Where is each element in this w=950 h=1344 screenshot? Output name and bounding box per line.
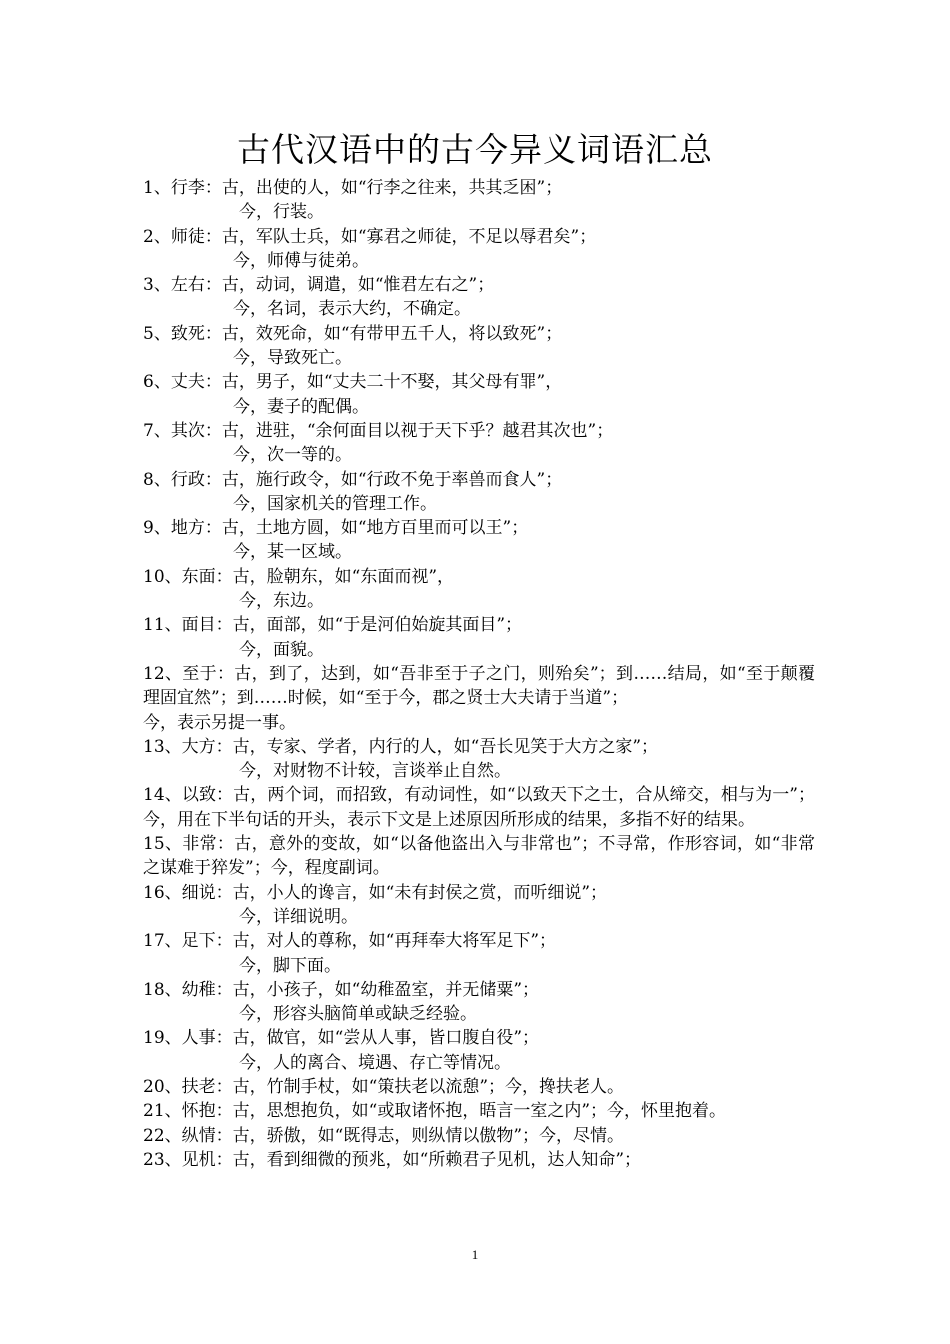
entry-paragraph: 15、非常：古，意外的变故，如“以备他盗出入与非常也”；不寻常，作形容词，如“非常之谋难于猝发”；今，程度副词。 [143, 834, 815, 879]
entry-line: 16、细说：古，小人的谗言，如“未有封侯之赏，而听细说”； [143, 882, 608, 903]
entry-line: 6、丈夫：古，男子，如“丈夫二十不娶，其父母有罪”， [143, 372, 563, 393]
document-body [143, 176, 815, 1172]
entry-line: 今，师傅与徒弟。 [233, 250, 369, 271]
entry-line: 今，对财物不计较，言谈举止自然。 [239, 761, 511, 782]
entry-line: 今，妻子的配偶。 [233, 396, 369, 417]
entry-line: 今，行装。 [239, 202, 324, 223]
entry-paragraph: 12、至于：古，到了，达到，如“吾非至于子之门，则殆矣”；到……结局，如“至于颠覆理固宜然”；到……时候，如“至于今，郡之贤士大夫请于当道”； [143, 663, 815, 709]
entry-line: 10、东面：古，脸朝东，如“东面而视”， [143, 566, 455, 587]
entry-line: 今，表示另提一事。 [143, 712, 296, 733]
page-number: 1 [471, 1247, 479, 1262]
entry-line: 11、面目：古，面部，如“于是河伯始旋其面目”； [143, 615, 523, 636]
entry-line: 9、地方：古，土地方圆，如“地方百里而可以王”； [143, 518, 529, 539]
entry-line: 今，形容头脑简单或缺乏经验。 [239, 1004, 477, 1025]
entry-line: 今，国家机关的管理工作。 [233, 493, 437, 514]
entry-line: 13、大方：古，专家、学者，内行的人，如“吾长见笑于大方之家”； [143, 736, 659, 757]
entry-line: 22、纵情：古，骄傲，如“既得志，则纵情以傲物”；今，尽情。 [143, 1125, 625, 1146]
entry-line: 今，次一等的。 [233, 445, 352, 466]
entry-line: 19、人事：古，做官，如“尝从人事，皆口腹自役”； [143, 1028, 540, 1049]
entry-line: 20、扶老：古，竹制手杖，如“策扶老以流憩”；今，搀扶老人。 [143, 1076, 625, 1097]
entry-line: 17、足下：古，对人的尊称，如“再拜奉大将军足下”； [143, 931, 557, 952]
entry-line: 2、师徒：古，军队士兵，如“寡君之师徒，不足以辱君矣”； [143, 226, 597, 247]
entry-line: 今，导致死亡。 [233, 348, 352, 369]
entry-line: 今，脚下面。 [239, 955, 341, 976]
entry-line: 7、其次：古，进驻，“余何面目以视于天下乎？越君其次也”； [143, 420, 614, 441]
entry-line: 今，名词，表示大约，不确定。 [233, 299, 471, 320]
entry-line: 23、见机：古，看到细微的预兆，如“所赖君子见机，达人知命”； [143, 1149, 642, 1170]
entry-line: 今，东边。 [239, 591, 324, 612]
entry-line: 21、怀抱：古，思想抱负，如“或取诸怀抱，晤言一室之内”；今，怀里抱着。 [143, 1101, 727, 1122]
entry-paragraph: 14、以致：古，两个词，而招致，有动词性，如“以致天下之士，合从缔交，相与为一”；今，用在下半句话的开头，表示下文是上述原因所形成的结果，多指不好的结果。 [143, 785, 815, 830]
entry-line: 18、幼稚：古，小孩子，如“幼稚盈室，并无储粟”； [143, 979, 540, 1000]
entry-line: 今，面貌。 [239, 639, 324, 660]
entry-line: 今，人的离合、境遇、存亡等情况。 [239, 1052, 511, 1073]
entry-line: 今，某一区域。 [233, 542, 352, 563]
entry-line: 1、行李：古，出使的人，如“行李之往来，共其乏困”； [143, 178, 563, 198]
entry-line: 8、行政：古，施行政令，如“行政不免于率兽而食人”； [143, 469, 563, 490]
entry-line: 3、左右：古，动词，调遣，如“惟君左右之”； [143, 275, 495, 296]
entry-line: 今，详细说明。 [239, 906, 358, 927]
entry-line: 5、致死：古，效死命，如“有带甲五千人，将以致死”； [143, 323, 563, 344]
document-title: 古代汉语中的古今异义词语汇总 [237, 130, 713, 169]
